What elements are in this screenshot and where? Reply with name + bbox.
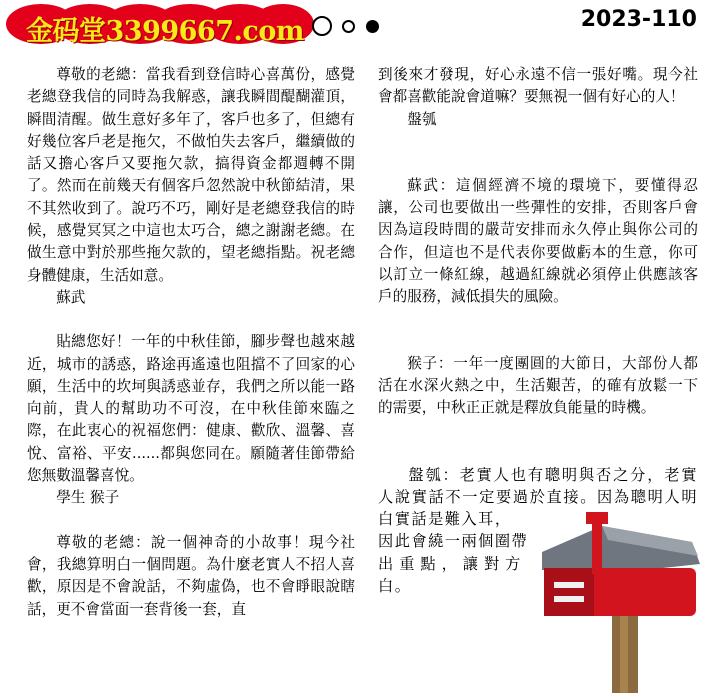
red-mailbox-illustration (532, 512, 708, 693)
dot-outline-large-icon (312, 16, 332, 36)
site-logo[interactable] (6, 4, 324, 47)
issue-number: 2023-110 (580, 7, 697, 32)
reply-pan-hu-line1: 盤瓠：老實人也有聰明與否之分，老實人說實話不一定要過於直接。因為聰明人明白實話是難入耳， (378, 465, 698, 529)
letter-2-signature: 學生 猴子 (56, 489, 120, 507)
logo-text: 金码堂3399667.com (26, 16, 304, 47)
letter-1-text: 尊敬的老總：當我看到登信時心喜萬份，感覺老總登我信的同時為我解惑，讓我瞬間醍醐灌頂，瞬間清醒。做生意好多年了，客戶也多了，但總有好幾位客戶老是拖欠，不做怕失去客戶，繼續做的話又擔心客戶又要拖欠款，搞得資金都週轉不開了。然而在前幾天有個客戶忽然說中秋節結清，果不其然收到了。說巧不巧，剛好是老總登我信的時候，感覺冥冥之中這也太巧合，總之謝謝老總。在做生意中對於那些拖欠款的，望老總指點。祝老總身體健康，生活如意。 (27, 66, 355, 284)
reply-hou-zi: 猴子：一年一度團圓的大節日，大部份人都活在水深火熱之中，生活艱苦，的確有放鬆一下的需要，中秋正正就是釋放負能量的時機。 (378, 354, 698, 417)
reply-pan-hu-line4: 白。 (378, 577, 412, 596)
header-dots (312, 16, 392, 38)
reply-pan-hu-line3: 出重點，讓對方 (378, 554, 527, 573)
left-column (27, 64, 355, 621)
dot-filled-icon (366, 20, 379, 33)
letter-3-signature: 盤瓠 (407, 110, 437, 128)
letter-3-continuation: 到後來才發現，好心永遠不信一張好嘴。現今社會都喜歡能說會道嘛？要無視一個有好心的人！ (378, 66, 698, 106)
page-header (0, 0, 715, 52)
dot-outline-small-icon (342, 20, 355, 33)
letter-2-text: 貼總您好！一年的中秋佳節，腳步聲也越來越近，城市的誘惑，路途再遙遠也阻擋不了回家的心願，生活中的坎坷與誘惑並存，我們之所以能一路向前，貴人的幫助功不可沒，在中秋佳節來臨之際，在此衷心的祝福您們：健康、歡欣、溫馨、喜悅、富裕、平安......都與您同在。願隨著佳節帶給您無數溫馨喜悅。 (27, 333, 355, 485)
letter-1-signature: 蘇武 (56, 288, 86, 306)
letter-3-text: 尊敬的老總：說一個神奇的小故事！現今社會，我總算明白一個問題。為什麼老實人不招人喜歡，原因是不會說話，不夠虛偽，也不會睜眼說瞎話，更不會當面一套背後一套，直 (27, 533, 355, 618)
reply-pan-hu-line2: 因此會繞一兩個圈帶 (378, 532, 529, 551)
reply-su-wu: 蘇武：這個經濟不境的環境下，要懂得忍讓，公司也要做出一些彈性的安排，否則客戶會因為這段時間的嚴苛安排而永久停止與你公司的合作，但這也不是代表你要做虧本的生意，你可以訂立一條紅線，越過紅線就必須停止供應該客戶的服務，減低損失的風險。 (378, 176, 698, 306)
